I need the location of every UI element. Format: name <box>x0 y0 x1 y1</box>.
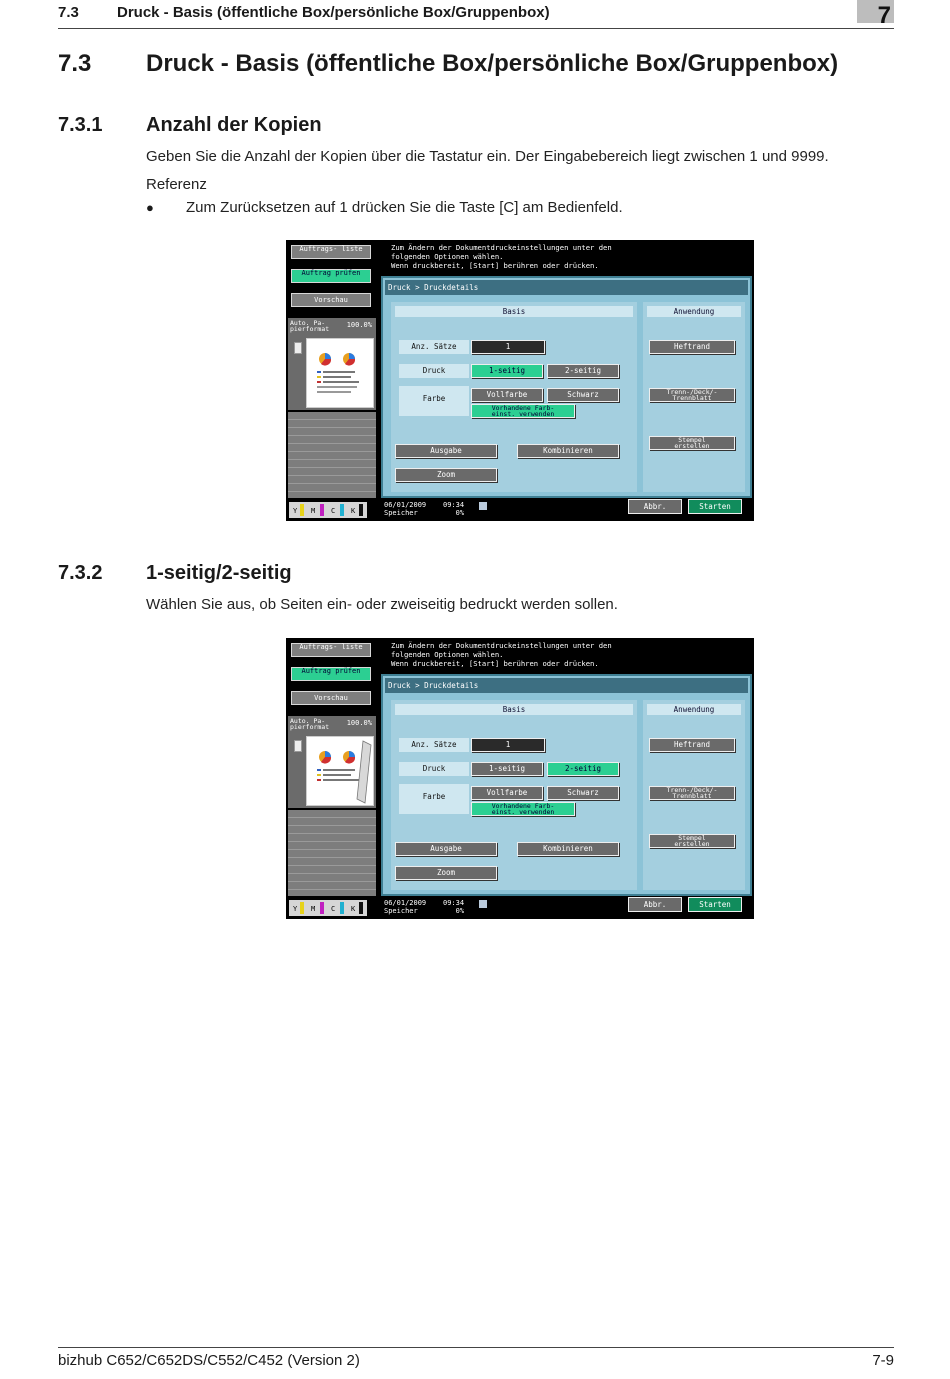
toner-c-label: C <box>331 905 336 913</box>
document-icon <box>294 342 302 354</box>
vorschau-button[interactable]: Vorschau <box>291 293 371 307</box>
preview-page <box>306 338 374 408</box>
section-number: 7.3 <box>58 50 92 77</box>
abbr-button[interactable]: Abbr. <box>628 897 682 912</box>
anwendung-header: Anwendung <box>647 704 741 715</box>
status-bar: 06/01/2009 09:34 Speicher 0% <box>384 501 465 517</box>
druck-label: Druck <box>399 762 469 776</box>
footer-divider <box>58 1347 894 1348</box>
vorschau-button[interactable]: Vorschau <box>291 691 371 705</box>
ausgabe-button[interactable]: Ausgabe <box>395 842 497 856</box>
anz-saetze-field[interactable]: 1 <box>471 340 545 354</box>
reference-label: Referenz <box>146 176 207 193</box>
kombinieren-button[interactable]: Kombinieren <box>517 842 619 856</box>
starten-button[interactable]: Starten <box>688 897 742 912</box>
basis-header: Basis <box>395 704 633 715</box>
zweiseitig-button[interactable]: 2-seitig <box>547 364 619 378</box>
preview-page <box>306 736 374 806</box>
network-icon <box>479 900 487 908</box>
farbe-label: Farbe <box>399 784 469 814</box>
subsection-2-text: Wählen Sie aus, ob Seiten ein- oder zweiseitig bedruckt werden sollen. <box>146 596 618 613</box>
duplex-page-content-icon <box>307 737 373 805</box>
subsection-1-text: Geben Sie die Anzahl der Kopien über die Tastatur ein. Der Eingabebereich liegt zwischen 1 und 9999. <box>146 148 829 165</box>
vorhandene-farbe-button[interactable]: Vorhandene Farb- einst. verwenden <box>471 404 575 418</box>
heftrand-button[interactable]: Heftrand <box>649 340 735 354</box>
page-content-icon <box>307 339 373 407</box>
toner-k-label: K <box>351 507 356 515</box>
section-title: Druck - Basis (öffentliche Box/persönliche Box/Gruppenbox) <box>146 50 839 77</box>
subsection-2-number: 7.3.2 <box>58 562 103 584</box>
subsection-1-title: Anzahl der Kopien <box>146 114 322 136</box>
breadcrumb: Druck > Druckdetails <box>385 280 748 295</box>
anz-saetze-label: Anz. Sätze <box>399 340 469 354</box>
basis-header: Basis <box>395 306 633 317</box>
footer-product: bizhub C652/C652DS/C552/C452 (Version 2) <box>58 1352 360 1369</box>
paper-format-label: Auto. Pa- pierformat <box>290 319 330 333</box>
stempel-button[interactable]: Stempel erstellen <box>649 436 735 450</box>
ausgabe-button[interactable]: Ausgabe <box>395 444 497 458</box>
toner-k-label: K <box>351 905 356 913</box>
panel-side-column <box>286 240 378 521</box>
zoom-percent: 100.0% <box>346 719 372 727</box>
anz-saetze-label: Anz. Sätze <box>399 738 469 752</box>
running-header-number: 7.3 <box>58 4 79 21</box>
document-icon <box>294 740 302 752</box>
toner-m-label: M <box>311 507 316 515</box>
status-bar: 06/01/2009 09:34 Speicher 0% <box>384 899 465 915</box>
kombinieren-button[interactable]: Kombinieren <box>517 444 619 458</box>
farbe-label: Farbe <box>399 386 469 416</box>
instruction-message: Zum Ändern der Dokumentdruckeinstellungen unter den folgenden Optionen wählen. Wenn druckbereit, [Start] berühren oder drücken. <box>391 243 612 270</box>
vollfarbe-button[interactable]: Vollfarbe <box>471 786 543 800</box>
anz-saetze-field[interactable]: 1 <box>471 738 545 752</box>
preview-thumbnail <box>288 716 376 808</box>
auftragsliste-button[interactable]: Auftrags- liste <box>291 643 371 657</box>
paper-format-label: Auto. Pa- pierformat <box>290 717 330 731</box>
basis-section <box>391 302 637 492</box>
toner-m-label: M <box>311 905 316 913</box>
running-header-title: Druck - Basis (öffentliche Box/persönliche Box/Gruppenbox) <box>117 4 550 21</box>
bullet-dot: ● <box>146 200 154 215</box>
schwarz-button[interactable]: Schwarz <box>547 388 619 402</box>
auftrag-pruefen-button[interactable]: Auftrag prüfen <box>291 269 371 283</box>
panel-side-column <box>286 638 378 919</box>
einseitig-button[interactable]: 1-seitig <box>471 364 543 378</box>
trenn-deckblatt-button[interactable]: Trenn-/Deck/- Trennblatt <box>649 786 735 800</box>
preview-thumbnail <box>288 318 376 410</box>
zoom-percent: 100.0% <box>346 321 372 329</box>
instruction-message: Zum Ändern der Dokumentdruckeinstellungen unter den folgenden Optionen wählen. Wenn druckbereit, [Start] berühren oder drücken. <box>391 641 612 668</box>
anwendung-section <box>643 700 745 890</box>
subsection-2-title: 1-seitig/2-seitig <box>146 562 292 584</box>
subsection-1-number: 7.3.1 <box>58 114 103 136</box>
control-panel-screenshot-2 <box>286 638 754 919</box>
chapter-tab <box>857 0 894 29</box>
header-divider <box>58 28 894 29</box>
heftrand-button[interactable]: Heftrand <box>649 738 735 752</box>
control-panel-screenshot-1 <box>286 240 754 521</box>
toner-y-label: Y <box>293 905 298 913</box>
settings-area <box>381 674 752 896</box>
schwarz-button[interactable]: Schwarz <box>547 786 619 800</box>
auftragsliste-button[interactable]: Auftrags- liste <box>291 245 371 259</box>
vorhandene-farbe-button[interactable]: Vorhandene Farb- einst. verwenden <box>471 802 575 816</box>
auftrag-pruefen-button[interactable]: Auftrag prüfen <box>291 667 371 681</box>
vollfarbe-button[interactable]: Vollfarbe <box>471 388 543 402</box>
starten-button[interactable]: Starten <box>688 499 742 514</box>
anwendung-header: Anwendung <box>647 306 741 317</box>
chapter-tab-number: 7 <box>877 2 891 29</box>
bullet-text: Zum Zurücksetzen auf 1 drücken Sie die Taste [C] am Bedienfeld. <box>186 199 623 216</box>
zoom-button[interactable]: Zoom <box>395 866 497 880</box>
abbr-button[interactable]: Abbr. <box>628 499 682 514</box>
zoom-button[interactable]: Zoom <box>395 468 497 482</box>
trenn-deckblatt-button[interactable]: Trenn-/Deck/- Trennblatt <box>649 388 735 402</box>
stempel-button[interactable]: Stempel erstellen <box>649 834 735 848</box>
basis-section <box>391 700 637 890</box>
toner-levels <box>289 900 367 916</box>
settings-area <box>381 276 752 498</box>
footer-page-number: 7-9 <box>872 1352 894 1369</box>
side-list-area <box>288 412 376 498</box>
toner-y-label: Y <box>293 507 298 515</box>
toner-c-label: C <box>331 507 336 515</box>
network-icon <box>479 502 487 510</box>
breadcrumb: Druck > Druckdetails <box>385 678 748 693</box>
side-list-area <box>288 810 376 896</box>
toner-levels <box>289 502 367 518</box>
zweiseitig-button[interactable]: 2-seitig <box>547 762 619 776</box>
einseitig-button[interactable]: 1-seitig <box>471 762 543 776</box>
druck-label: Druck <box>399 364 469 378</box>
anwendung-section <box>643 302 745 492</box>
